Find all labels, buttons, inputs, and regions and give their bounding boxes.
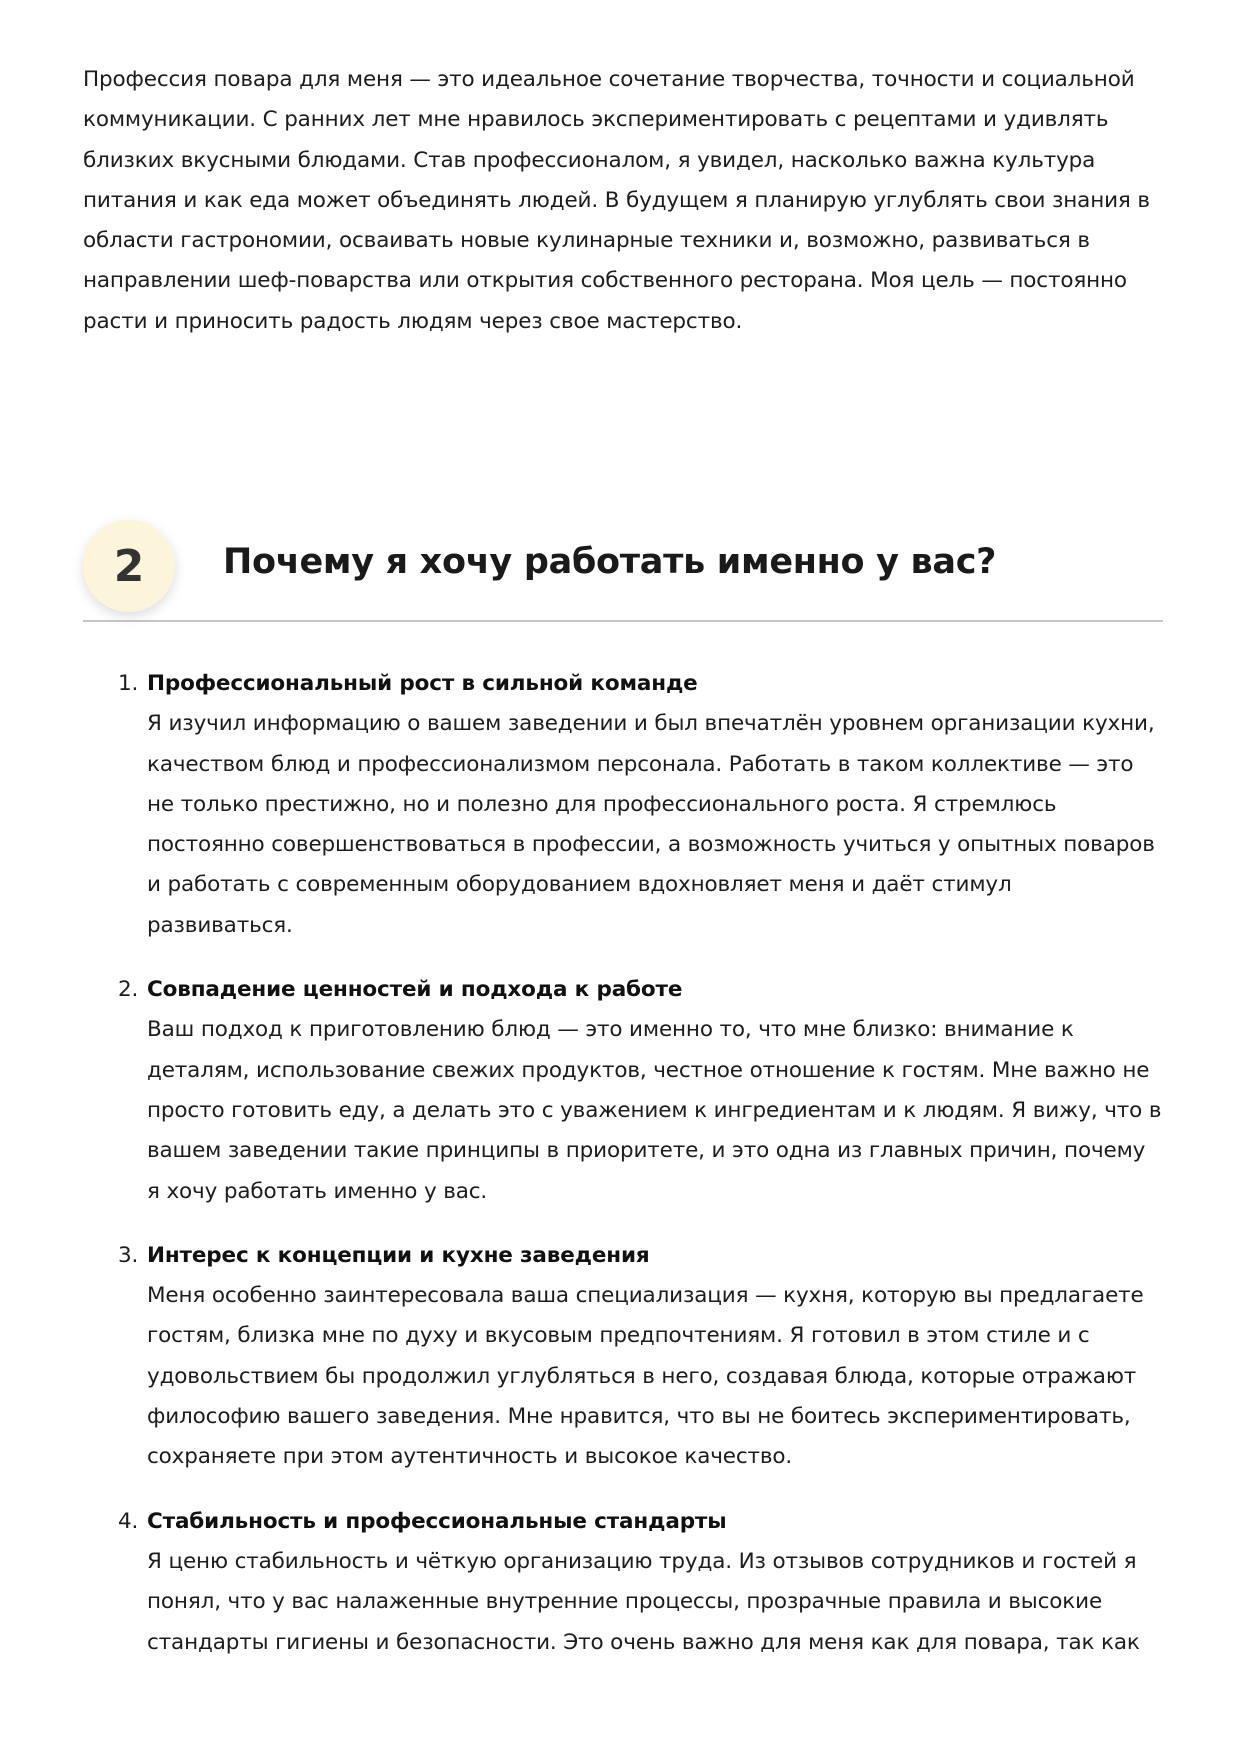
list-item-title: Совпадение ценностей и подхода к работе — [147, 977, 683, 1003]
reasons-list — [83, 664, 1163, 1663]
list-item-text: Я ценю стабильность и чёткую организацию труда. Из отзывов сотрудников и гостей я понял, что у вас налаженные внутренние процессы, прозрачные правила и высокие стандарты гигиены и безопасности. Это очень важно для меня как для повара, так как — [147, 1548, 1140, 1655]
list-item — [83, 664, 1163, 946]
list-item-number: 1. — [118, 671, 139, 696]
list-item-number: 4. — [118, 1508, 139, 1534]
list-item-text: Я изучил информацию о вашем заведении и был впечатлён уровнем организации кухни, качеством блюд и профессионализмом персонала. Работать в таком коллективе — это не только престижно, но и полезно для профессионального роста. Я стремлюсь постоянно совершенствоваться в профессии, а возможность учиться у опытных поваров и работать с современным оборудованием вдохновляет меня и даёт стимул развиваться. — [147, 711, 1155, 938]
list-item — [83, 1502, 1163, 1663]
list-item-title: Профессиональный рост в сильной команде — [147, 671, 698, 696]
section-title: Почему я хочу работать именно у вас? — [223, 542, 997, 582]
list-item-title: Интерес к концепции и кухне заведения — [147, 1242, 650, 1268]
list-item-number: 3. — [118, 1242, 139, 1268]
section-number-badge: 2 — [83, 520, 175, 612]
list-item-title: Стабильность и профессиональные стандарты — [147, 1508, 727, 1534]
intro-paragraph: Профессия повара для меня — это идеальное сочетание творчества, точности и социальной коммуникации. С ранних лет мне нравилось экспериментировать с рецептами и удивлять близких вкусными блюдами. Став профессионалом, я увидел, насколько важна культура питания и как еда может объединять людей. В будущем я планирую углублять свои знания в области гастрономии, осваивать новые кулинарные техники и, возможно, развиваться в направлении шеф-поварства или открытия собственного ресторана. Моя цель — постоянно расти и приносить радость людям через свое мастерство. — [83, 67, 1150, 334]
list-item-number: 2. — [118, 977, 139, 1003]
list-item — [83, 1236, 1163, 1478]
list-item — [83, 970, 1163, 1212]
section-header — [83, 520, 1163, 622]
list-item-text: Меня особенно заинтересовала ваша специализация — кухня, которую вы предлагаете гостям, близка мне по духу и вкусовым предпочтениям. Я готовил в этом стиле и с удовольствием бы продолжил углубляться в него, создавая блюда, которые отражают философию вашего заведения. Мне нравится, что вы не боитесь экспериментировать, сохраняете при этом аутентичность и высокое качество. — [147, 1283, 1144, 1470]
list-item-text: Ваш подход к приготовлению блюд — это именно то, что мне близко: внимание к деталям, использование свежих продуктов, честное отношение к гостям. Мне важно не просто готовить еду, а делать это с уважением к ингредиентам и к людям. Я вижу, что в вашем заведении такие принципы в приоритете, и это одна из главных причин, почему я хочу работать именно у вас. — [147, 1017, 1162, 1204]
